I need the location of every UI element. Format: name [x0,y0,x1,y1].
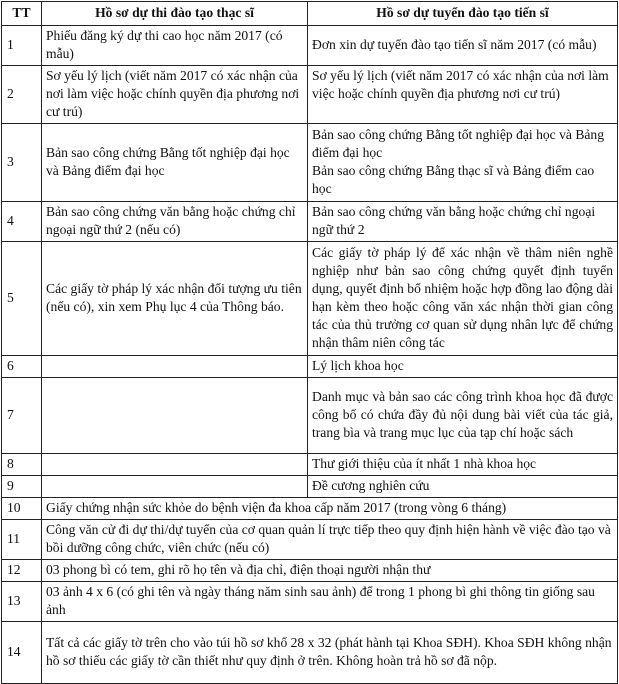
header-tt: TT [2,2,42,26]
masters-cell: Sơ yếu lý lịch (viết năm 2017 có xác nhận của nơi làm việc hoặc chính quyền địa phương nơi cư trú) [42,66,308,124]
doctoral-cell: Đơn xin dự tuyển đào tạo tiến sĩ năm 2017 (có mẫu) [308,26,618,66]
masters-cell: Bản sao công chứng văn bằng hoặc chứng chỉ ngoại ngữ thứ 2 (nếu có) [42,202,308,242]
merged-cell: Công văn cử đi dự thi/dự tuyển của cơ quan quản lí trực tiếp theo quy định hiện hành về việc đào tạo và bồi dưỡng công chức, viên chức (nếu có) [42,520,618,560]
doctoral-cell: Đề cương nghiên cứu [308,476,618,498]
row-number: 7 [2,378,42,454]
doctoral-cell-line: Bản sao công chứng Bằng thạc sĩ và Bảng điểm cao học [312,163,595,196]
doctoral-cell: Thư giới thiệu của ít nhất 1 nhà khoa học [308,454,618,476]
row-number: 8 [2,454,42,476]
doctoral-cell: Lý lịch khoa học [308,356,618,378]
row-number: 2 [2,66,42,124]
merged-cell: Giấy chứng nhận sức khỏe do bệnh viện đa khoa cấp năm 2017 (trong vòng 6 tháng) [42,498,618,520]
row-number: 4 [2,202,42,242]
doctoral-cell: Sơ yếu lý lịch (viết năm 2017 có xác nhận của nơi làm việc hoặc chính quyền địa phương nơi cư trú) [308,66,618,124]
masters-cell [42,378,308,454]
masters-cell [42,476,308,498]
header-doctoral: Hồ sơ dự tuyển đào tạo tiến sĩ [308,2,618,26]
row-number: 14 [2,622,42,684]
table-row [2,26,618,66]
table-row [2,66,618,124]
table-row [2,242,618,356]
doctoral-cell: Bản sao công chứng văn bằng hoặc chứng chỉ ngoại ngữ thứ 2 [308,202,618,242]
masters-cell [42,454,308,476]
header-masters: Hồ sơ dự thi đào tạo thạc sĩ [42,2,308,26]
merged-cell: 03 ảnh 4 x 6 (có ghi tên và ngày tháng năm sinh sau ảnh) để trong 1 phong bì ghi thông tin giống sau ảnh [42,582,618,622]
row-number: 3 [2,124,42,202]
row-number: 13 [2,582,42,622]
row-number: 6 [2,356,42,378]
table-row [2,498,618,520]
merged-cell: 03 phong bì có tem, ghi rõ họ tên và địa chỉ, điện thoại người nhận thư [42,560,618,582]
row-number: 10 [2,498,42,520]
row-number: 5 [2,242,42,356]
masters-cell: Phiếu đăng ký dự thi cao học năm 2017 (có mẫu) [42,26,308,66]
table-row [2,622,618,684]
table-row [2,454,618,476]
row-number: 12 [2,560,42,582]
doctoral-cell: Các giấy tờ pháp lý để xác nhận về thâm niên nghề nghiệp như bản sao công chứng quyết định tuyển dụng, quyết định bổ nhiệm hoặc hợp đồng lao động dài hạn kèm theo hoặc công văn xác nhận thời gian công tác của thủ trưởng cơ quan sử dụng nhân lực để chứng nhận thâm niên công tác [308,242,618,356]
doctoral-cell: Danh mục và bản sao các công trình khoa học đã được công bố có chứa đầy đủ nội dung bài viết của tác giả, trang bìa và trang mục lục của tạp chí hoặc sách [308,378,618,454]
row-number: 1 [2,26,42,66]
table-row [2,582,618,622]
doctoral-cell-line: Bản sao công chứng Bằng tốt nghiệp đại học và Bảng điểm đại học [312,127,605,160]
doctoral-cell [308,124,618,202]
masters-cell [42,356,308,378]
merged-cell: Tất cả các giấy tờ trên cho vào túi hồ sơ khổ 28 x 32 (phát hành tại Khoa SĐH). Khoa SĐH không nhận hồ sơ thiếu các giấy tờ cần thiết như quy định ở trên. Không hoàn trả hồ sơ đã nộp. [42,622,618,684]
table-row [2,476,618,498]
masters-cell: Các giấy tờ pháp lý xác nhận đối tượng ưu tiên (nếu có), xin xem Phụ lục 4 của Thông báo. [42,242,308,356]
row-number: 9 [2,476,42,498]
table-row [2,124,618,202]
requirements-table [1,1,618,684]
table-row [2,560,618,582]
table-row [2,378,618,454]
table-row [2,520,618,560]
table-row [2,356,618,378]
row-number: 11 [2,520,42,560]
table-row [2,202,618,242]
masters-cell: Bản sao công chứng Bằng tốt nghiệp đại học và Bảng điểm đại học [42,124,308,202]
header-row [2,2,618,26]
